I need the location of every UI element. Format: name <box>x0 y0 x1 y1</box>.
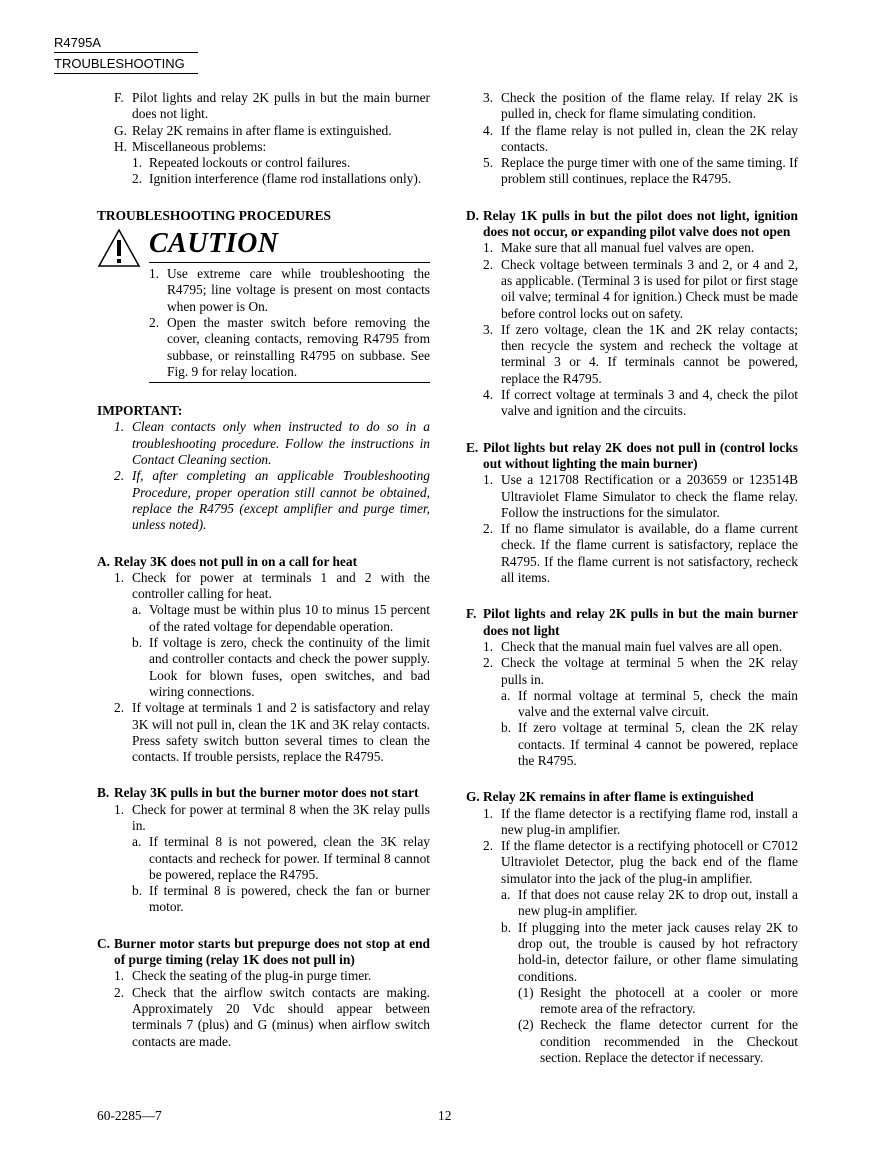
list-item: 2. Check that the airflow switch contacts are making. Approximately 20 Vdc should appear between terminals 7 (plus) and G (minus) when airflow switch contacts are made. <box>114 984 430 1049</box>
left-column <box>97 90 430 1050</box>
list-item: 5. Replace the purge timer with one of the same timing. If problem still continues, replace the R4795. <box>483 155 798 187</box>
list-item: 2. Check voltage between terminals 3 and 2, or 4 and 2, as applicable. (Terminal 3 is used for pilot or first stage oil valve; terminal 4 for ignition.) Check must be made before control locks out on safety. <box>483 256 798 321</box>
important-item: 2. If, after completing an applicable Troubleshooting Procedure, proper operation still cannot be obtained, replace the R4795 (except amplifier and purge timer, unless noted). <box>114 468 430 533</box>
section-b-heading: B. Relay 3K pulls in but the burner motor does not start <box>97 785 419 801</box>
list-item: (2) Recheck the flame detector current for the condition recommended in the Checkout section. Replace the detector if necessary. <box>518 1017 798 1066</box>
list-item: a. Voltage must be within plus 10 to minus 15 percent of the rated voltage for dependable operation. <box>132 602 430 634</box>
list-item: b. If voltage is zero, check the continuity of the limit and controller contacts and check the power supply. Look for blown fuses, open switches, and bad wiring connections. <box>132 635 430 699</box>
section-d-heading: D. Relay 1K pulls in but the pilot does not light, ignition does not occur, or expanding pilot valve does not open <box>466 207 798 240</box>
list-item: F. Pilot lights and relay 2K pulls in but the main burner does not light. <box>114 90 430 122</box>
list-item: 1. Repeated lockouts or control failures. <box>132 155 351 171</box>
list-item: 2. Check the voltage at terminal 5 when the 2K relay pulls in. <box>483 655 798 687</box>
document-number: 60-2285—7 <box>97 1108 162 1123</box>
list-item: 2. If voltage at terminals 1 and 2 is satisfactory and relay 3K will not pull in, clean the 1K and 3K relay contacts. Press safety switch button several times to clean the contacts. If trouble persists, replace the R4795. <box>114 700 430 765</box>
section-c-heading: C. Burner motor starts but prepurge does not stop at end of purge timing (relay 1K does not pull in) <box>97 935 430 968</box>
section-f-heading: F. Pilot lights and relay 2K pulls in but the main burner does not light <box>466 606 798 638</box>
important-heading: IMPORTANT: <box>97 403 183 419</box>
section-e-heading: E. Pilot lights but relay 2K does not pull in (control locks out without lighting the main burner) <box>466 439 798 471</box>
list-item: 1. Make sure that all manual fuel valves are open. <box>483 240 755 256</box>
caution-item: 1. Use extreme care while troubleshooting the R4795; line voltage is present on most contacts when power is On. <box>149 266 430 314</box>
section-g-heading: G. Relay 2K remains in after flame is extinguished <box>466 789 754 805</box>
page-number: 12 <box>438 1108 452 1123</box>
right-column <box>466 90 798 1066</box>
list-item: 4. If the flame relay is not pulled in, clean the 2K relay contacts. <box>483 122 798 154</box>
important-item: 1. Clean contacts only when instructed to do so in a troubleshooting procedure. Follow the instructions in Contact Cleaning section. <box>114 419 430 468</box>
list-item: a. If normal voltage at terminal 5, check the main valve and the external valve circuit. <box>501 687 798 720</box>
list-item: 1. Check for power at terminal 8 when the 3K relay pulls in. <box>114 801 430 833</box>
caution-item: 2. Open the master switch before removing the cover, cleaning contacts, removing R4795 from subbase, or reinstalling R4795 on subbase. See Fig. 9 for relay location. <box>149 314 430 379</box>
list-item: b. If plugging into the meter jack causes relay 2K to drop out, the trouble is caused by hot refractory hold-in, detector failure, or other flame simulating conditions. <box>501 919 798 984</box>
caution-box <box>97 228 430 383</box>
procedures-heading: TROUBLESHOOTING PROCEDURES <box>97 207 332 223</box>
section-a-heading: A. Relay 3K does not pull in on a call for heat <box>97 553 358 569</box>
list-item: (1) Resight the photocell at a cooler or more remote area of the refractory. <box>518 984 798 1017</box>
list-item: a. If that does not cause relay 2K to drop out, install a new plug-in amplifier. <box>501 887 798 919</box>
list-item: 1. Check that the manual main fuel valves are all open. <box>483 638 783 654</box>
list-item: 1. If the flame detector is a rectifying flame rod, install a new plug-in amplifier. <box>483 805 798 837</box>
page-header <box>54 34 198 74</box>
list-item: 2. If the flame detector is a rectifying photocell or C7012 Ultraviolet Detector, plug the back end of the flame simulator into the jack of the plug-in amplifier. <box>483 838 798 886</box>
list-item: 3. If zero voltage, clean the 1K and 2K relay contacts; then recycle the system and recheck the voltage at terminal 3 or 4. If terminals cannot be powered, replace the R4795. <box>483 321 798 386</box>
list-item: 4. If correct voltage at terminals 3 and 4, check the pilot valve and ignition and the circuits. <box>483 387 798 419</box>
list-item: b. If zero voltage at terminal 5, clean the 2K relay contacts. If terminal 4 cannot be powered, replace the R4795. <box>501 720 798 768</box>
list-item: 1. Use a 121708 Rectification or a 203659 or 123514B Ultraviolet Flame Simulator to check the flame relay. Follow the instructions for the simulator. <box>483 472 798 520</box>
caution-title: CAUTION <box>149 228 279 260</box>
list-item: b. If terminal 8 is powered, check the fan or burner motor. <box>132 883 430 915</box>
list-item: 1. Check the seating of the plug-in purge timer. <box>114 968 372 984</box>
list-item: 1. Check for power at terminals 1 and 2 with the controller calling for heat. <box>114 569 430 602</box>
warning-triangle-icon <box>97 228 141 268</box>
list-item: G. Relay 2K remains in after flame is extinguished. <box>114 122 392 138</box>
list-item: 2. If no flame simulator is available, do a flame current check. If the flame current is satisfactory, replace the R4795. If the flame current is not satisfactory, recheck all items. <box>483 521 798 586</box>
model-number: R4795A <box>54 34 198 53</box>
section-name: TROUBLESHOOTING <box>54 53 198 74</box>
list-item: 2. Ignition interference (flame rod installations only). <box>132 171 422 187</box>
list-item: a. If terminal 8 is not powered, clean the 3K relay contacts and recheck for power. If terminal 8 cannot be powered, replace the R4795. <box>132 834 430 882</box>
list-item: 3. Check the position of the flame relay. If relay 2K is pulled in, check for flame simulating condition. <box>483 90 798 122</box>
list-item: H. Miscellaneous problems: <box>114 138 267 154</box>
